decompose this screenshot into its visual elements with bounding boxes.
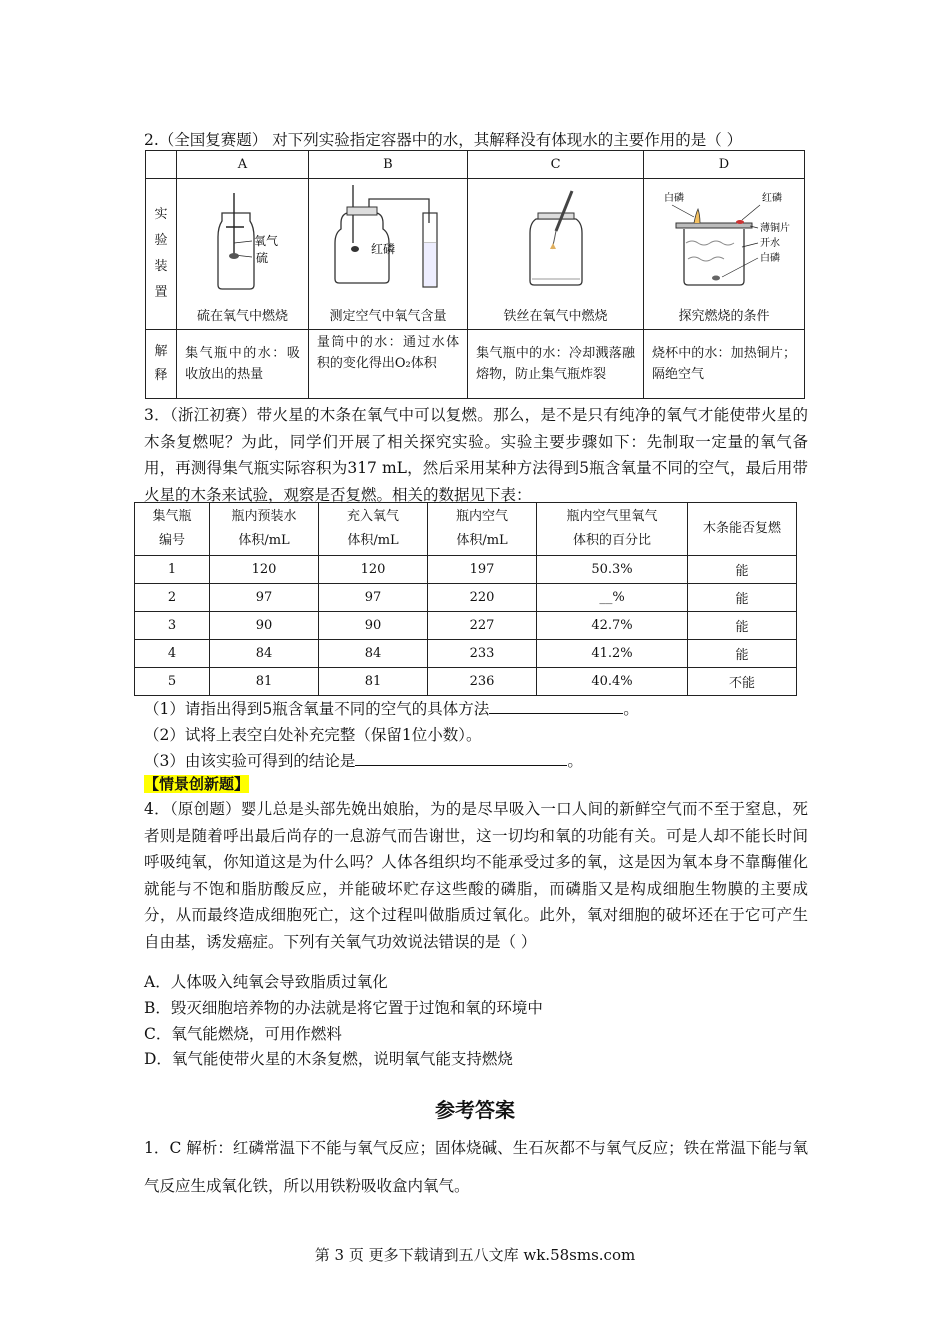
svg-text:薄铜片: 薄铜片 [760,223,790,234]
cell: 40.4% [537,668,688,696]
t2-header-oxygen: 充入氧气 体积/mL [319,503,428,556]
combustion-condition-illustration [644,183,804,301]
phosphorus-apparatus-illustration [313,183,463,301]
apparatus-d [644,179,805,330]
caption-c: 铁丝在氧气中燃烧 [503,309,608,324]
q2-stem: 2.（全国复赛题） 对下列实验指定容器中的水，其解释没有体现水的主要作用的是（ ） [144,131,743,149]
q3-sub1: （1）请指出得到5瓶含氧量不同的空气的具体方法 。 [144,700,639,718]
cell: 81 [319,668,428,696]
svg-text:硫: 硫 [256,251,269,265]
cell: 236 [428,668,537,696]
q4-option-b: B．毁灭细胞培养物的办法就是将它置于过饱和氧的环境中 [144,999,543,1017]
q3-sub3: （3）由该实验可得到的结论是 。 [144,752,583,770]
cell: 97 [319,584,428,612]
q3-sub2: （2）试将上表空白处补充完整（保留1位小数）。 [144,726,482,744]
q3-stem: 3．（浙江初赛）带火星的木条在氧气中可以复燃。那么，是不是只有纯净的氧气才能使带火星的木条复燃呢？为此，同学们开展了相关探究实验。实验主要步骤如下：先制取一定量的氧气备用，再测得集气瓶实际容积为317 mL，然后采用某种方法得到5瓶含氧量不同的空气，最后用带火星的木条来试验，观察是否复燃。相关的数据见下表： [144,406,808,504]
caption-b: 测定空气中氧气含量 [329,309,447,324]
t1-row-label-explanation: 解 释 [146,330,177,399]
t2-header-relight: 木条能否复燃 [688,503,797,556]
cell: 能 [688,612,797,640]
cell: 不能 [688,668,797,696]
apparatus-c [468,179,644,330]
svg-text:白磷: 白磷 [664,193,684,204]
cell-blank: __% [537,584,688,612]
answer-blank-3[interactable] [355,751,567,766]
q4-option-a: A．人体吸入纯氧会导致脂质过氧化 [144,973,388,991]
t2-header-bottle: 集气瓶 编号 [135,503,210,556]
explanation-b: 量筒中的水：通过水体积的变化得出O₂体积 [308,330,467,399]
cell: 能 [688,640,797,668]
q2-table [145,150,805,399]
cell: 81 [210,668,319,696]
table-row [135,640,797,668]
explanation-a: 集气瓶中的水：吸收放出的热量 [177,330,309,399]
q4-option-d: D．氧气能使带火星的木条复燃，说明氧气能支持燃烧 [144,1050,513,1068]
cell: 84 [210,640,319,668]
t1-row-label-apparatus: 实 验 装 置 [146,179,177,330]
cell: 84 [319,640,428,668]
table-row [135,584,797,612]
cell: 4 [135,640,210,668]
cell: 90 [319,612,428,640]
table-row [135,556,797,584]
section-tag: 【情景创新题】 [144,775,250,793]
cell: 41.2% [537,640,688,668]
cell: 120 [319,556,428,584]
t1-col-b: B [308,151,467,179]
svg-text:红磷: 红磷 [370,242,395,256]
t2-header-air: 瓶内空气 体积/mL [428,503,537,556]
cell: 50.3% [537,556,688,584]
cell: 1 [135,556,210,584]
cell: 233 [428,640,537,668]
table-row [135,612,797,640]
cell: 97 [210,584,319,612]
apparatus-b [308,179,467,330]
svg-text:白磷: 白磷 [760,253,780,264]
cell: 能 [688,556,797,584]
cell: 5 [135,668,210,696]
cell: 197 [428,556,537,584]
t1-col-d: D [644,151,805,179]
page-footer: 第 3 页 更多下载请到五八文库 wk.58sms.com [314,1246,636,1264]
caption-a: 硫在氧气中燃烧 [196,309,288,324]
cell: 90 [210,612,319,640]
answer-1: 1．C 解析：红磷常温下不能与氧气反应；固体烧碱、生石灰都不与氧气反应；铁在常温下能与氧气反应生成氧化铁，所以用铁粉吸收盒内氧气。 [144,1139,808,1195]
cell: 220 [428,584,537,612]
table-row [135,668,797,696]
t1-col-a: A [177,151,309,179]
t1-col-c: C [468,151,644,179]
svg-text:氧气: 氧气 [254,234,279,248]
t1-corner [146,151,177,179]
cell: 能 [688,584,797,612]
cell: 227 [428,612,537,640]
explanation-d: 烧杯中的水：加热铜片；隔绝空气 [644,330,805,399]
explanation-c: 集气瓶中的水：冷却溅落融熔物，防止集气瓶炸裂 [468,330,644,399]
sulfur-jar-illustration [182,183,302,301]
answers-title: 参考答案 [435,1098,515,1122]
cell: 42.7% [537,612,688,640]
cell: 3 [135,612,210,640]
cell: 120 [210,556,319,584]
answer-blank-1[interactable] [489,699,623,714]
svg-text:开水: 开水 [760,238,780,249]
caption-d: 探究燃烧的条件 [678,309,770,324]
q4-stem: 4．（原创题）婴儿总是头部先娩出娘胎，为的是尽早吸入一口人间的新鲜空气而不至于窒息，死者则是随着呼出最后尚存的一息游气而告谢世，这一切均和氧的功能有关。可是人却不能长时间呼吸纯氧，你知道这是为什么吗？人体各组织均不能承受过多的氧，这是因为氧本身不靠酶催化就能与不饱和脂肪酸反应，并能破坏贮存这些酸的磷脂，而磷脂又是构成细胞生物膜的主要成分，从而最终造成细胞死亡，这个过程叫做脂质过氧化。此外，氧对细胞的破坏还在于它可产生自由基，诱发癌症。下列有关氧气功效说法错误的是（ ） [144,800,808,951]
q3-data-table [134,502,797,696]
t2-header-water: 瓶内预装水 体积/mL [210,503,319,556]
apparatus-a [177,179,309,330]
svg-text:红磷: 红磷 [762,193,782,204]
iron-wire-jar-illustration [476,183,636,301]
cell: 2 [135,584,210,612]
t2-header-percent: 瓶内空气里氧气 体积的百分比 [537,503,688,556]
q4-option-c: C．氧气能燃烧，可用作燃料 [144,1025,342,1043]
